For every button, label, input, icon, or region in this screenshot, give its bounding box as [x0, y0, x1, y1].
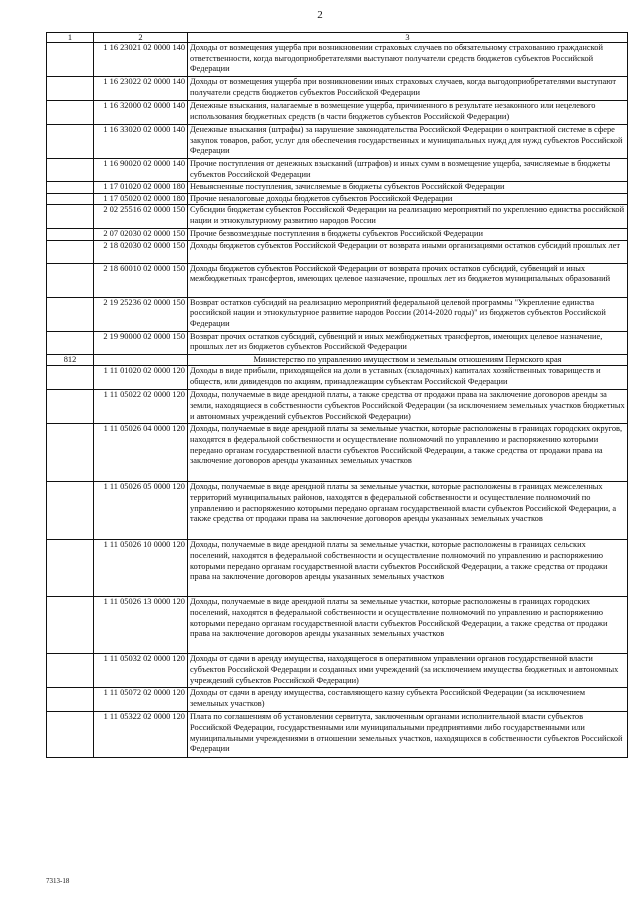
revenue-code-cell: 1 16 33020 02 0000 140: [94, 125, 188, 159]
table-row: [47, 193, 628, 205]
revenue-code-cell: 1 16 23022 02 0000 140: [94, 77, 188, 101]
table-row: [47, 390, 628, 424]
revenue-description-cell: Доходы от возмещения ущерба при возникновении страховых случаев по обязательному страхованию гражданской ответственности, когда выгодоприобретателями выступают получатели средств бюджетов субъектов Российской Федерации: [188, 43, 628, 77]
administrator-code-cell: 812: [47, 354, 94, 366]
administrator-code-cell: [47, 424, 94, 482]
table-row: [47, 263, 628, 297]
administrator-code-cell: [47, 193, 94, 205]
revenue-description-cell: Доходы от возмещения ущерба при возникновении иных страховых случаев, когда выгодоприобретателями выступают получатели средств бюджетов субъектов Российской Федерации: [188, 77, 628, 101]
revenue-codes-table: [46, 32, 628, 758]
administrator-code-cell: [47, 688, 94, 712]
revenue-code-cell: 1 16 32000 02 0000 140: [94, 101, 188, 125]
revenue-code-cell: 1 16 23021 02 0000 140: [94, 43, 188, 77]
administrator-code-cell: [47, 712, 94, 758]
administrator-code-cell: [47, 597, 94, 654]
table-row: [47, 712, 628, 758]
revenue-code-cell: 1 11 05322 02 0000 120: [94, 712, 188, 758]
revenue-description-cell: Плата по соглашениям об установлении сервитута, заключенным органами исполнительной власти субъектов Российской Федерации, государственными или муниципальными предприятиями либо государственными или муниципальными учреждениями в отношении земельных участков, находящихся в собственности субъектов Российской Федерации: [188, 712, 628, 758]
revenue-code-cell: 1 11 05072 02 0000 120: [94, 688, 188, 712]
administrator-code-cell: [47, 101, 94, 125]
table-row: [47, 43, 628, 77]
revenue-code-cell: 1 11 01020 02 0000 120: [94, 366, 188, 390]
revenue-code-cell: 1 17 01020 02 0000 180: [94, 182, 188, 194]
column-header: 3: [188, 33, 628, 43]
table-row: [47, 229, 628, 241]
revenue-code-cell: 1 11 05026 13 0000 120: [94, 597, 188, 654]
document-code: 7313-18: [46, 877, 70, 885]
table-row: [47, 297, 628, 331]
department-name-cell: Министерство по управлению имуществом и земельным отношениям Пермского края: [188, 354, 628, 366]
table-row: [47, 540, 628, 597]
revenue-code-cell: 2 18 60010 02 0000 150: [94, 263, 188, 297]
revenue-description-cell: Доходы, получаемые в виде арендной платы за земельные участки, которые расположены в границах городских округов, находятся в федеральной собственности и осуществление полномочий по управлению и распоряжению которыми передано органам государственной власти субъектов Российской Федерации, а также средства от продажи права на заключение договоров аренды указанных земельных участков: [188, 424, 628, 482]
table-row: [47, 101, 628, 125]
revenue-description-cell: Денежные взыскания, налагаемые в возмещение ущерба, причиненного в результате незаконного или нецелевого использования бюджетных средств (в части бюджетов субъектов Российской Федерации): [188, 101, 628, 125]
table-row: [47, 482, 628, 540]
revenue-description-cell: Прочие поступления от денежных взысканий (штрафов) и иных сумм в возмещение ущерба, зачисляемые в бюджеты субъектов Российской Федерации: [188, 159, 628, 182]
revenue-description-cell: Доходы бюджетов субъектов Российской Федерации от возврата прочих остатков субсидий, субвенций и иных межбюджетных трансфертов, имеющих целевое назначение, прошлых лет из бюджетов муниципальных образований: [188, 263, 628, 297]
revenue-code-cell: 1 11 05026 10 0000 120: [94, 540, 188, 597]
administrator-code-cell: [47, 297, 94, 331]
column-header: 1: [47, 33, 94, 43]
revenue-description-cell: Невыясненные поступления, зачисляемые в бюджеты субъектов Российской Федерации: [188, 182, 628, 194]
revenue-code-cell: 1 17 05020 02 0000 180: [94, 193, 188, 205]
revenue-code-cell: 2 18 02030 02 0000 150: [94, 240, 188, 263]
revenue-description-cell: Доходы от сдачи в аренду имущества, составляющего казну субъекта Российской Федерации (за исключением земельных участков): [188, 688, 628, 712]
table-header-row: [47, 33, 628, 43]
revenue-code-cell: 1 11 05032 02 0000 120: [94, 654, 188, 688]
table-row: [47, 424, 628, 482]
administrator-code-cell: [47, 263, 94, 297]
table-row: [47, 205, 628, 229]
administrator-code-cell: [47, 43, 94, 77]
table-row: [47, 77, 628, 101]
revenue-code-cell: 2 07 02030 02 0000 150: [94, 229, 188, 241]
revenue-code-cell: 1 11 05026 04 0000 120: [94, 424, 188, 482]
revenue-code-cell: 2 19 90000 02 0000 150: [94, 331, 188, 354]
revenue-description-cell: Денежные взыскания (штрафы) за нарушение законодательства Российской Федерации о контрактной системе в сфере закупок товаров, работ, услуг для обеспечения государственных и муниципальных нужд для нужд субъектов Российской Федерации: [188, 125, 628, 159]
table-row: [47, 125, 628, 159]
revenue-description-cell: Доходы бюджетов субъектов Российской Федерации от возврата иными организациями остатков субсидий прошлых лет: [188, 240, 628, 263]
revenue-description-cell: Доходы, получаемые в виде арендной платы, а также средства от продажи права на заключение договоров аренды за земли, находящиеся в собственности субъектов Российской Федерации (за исключением земельных участков бюджетных и автономных учреждений субъектов Российской Федерации): [188, 390, 628, 424]
table-row: [47, 654, 628, 688]
page-number: 2: [317, 9, 323, 21]
table-row: [47, 597, 628, 654]
column-header: 2: [94, 33, 188, 43]
revenue-description-cell: Возврат прочих остатков субсидий, субвенций и иных межбюджетных трансфертов, имеющих целевое назначение, прошлых лет из бюджетов субъектов Российской Федерации: [188, 331, 628, 354]
table-row: [47, 688, 628, 712]
revenue-code-cell: 2 19 25236 02 0000 150: [94, 297, 188, 331]
table-row: [47, 182, 628, 194]
department-row: [47, 354, 628, 366]
administrator-code-cell: [47, 159, 94, 182]
administrator-code-cell: [47, 482, 94, 540]
table-row: [47, 159, 628, 182]
administrator-code-cell: [47, 654, 94, 688]
administrator-code-cell: [47, 540, 94, 597]
revenue-code-cell: 1 16 90020 02 0000 140: [94, 159, 188, 182]
administrator-code-cell: [47, 229, 94, 241]
revenue-code-cell: [94, 354, 188, 366]
revenue-description-cell: Доходы, получаемые в виде арендной платы за земельные участки, которые расположены в границах городских поселений, находятся в федеральной собственности и осуществление полномочий по управлению и распоряжению которыми передано органам государственной власти субъектов Российской Федерации, а также средства от продажи права на заключение договоров аренды указанных земельных участков: [188, 597, 628, 654]
revenue-description-cell: Прочие неналоговые доходы бюджетов субъектов Российской Федерации: [188, 193, 628, 205]
administrator-code-cell: [47, 390, 94, 424]
administrator-code-cell: [47, 77, 94, 101]
administrator-code-cell: [47, 366, 94, 390]
revenue-code-cell: 2 02 25516 02 0000 150: [94, 205, 188, 229]
revenue-description-cell: Доходы от сдачи в аренду имущества, находящегося в оперативном управлении органов государственной власти субъектов Российской Федерации и созданных ими учреждений (за исключением имущества бюджетных и автономных учреждений субъектов Российской Федерации): [188, 654, 628, 688]
revenue-description-cell: Доходы, получаемые в виде арендной платы за земельные участки, которые расположены в границах межселенных территорий муниципальных районов, находятся в федеральной собственности и осуществление полномочий по управлению и распоряжению которыми передано органам государственной власти субъектов Российской Федерации, а также средства от продажи права на заключение договоров аренды указанных земельных участков: [188, 482, 628, 540]
administrator-code-cell: [47, 331, 94, 354]
administrator-code-cell: [47, 125, 94, 159]
revenue-description-cell: Субсидии бюджетам субъектов Российской Федерации на реализацию мероприятий по укреплению единства российской нации и этнокультурному развитию народов России: [188, 205, 628, 229]
revenue-code-cell: 1 11 05022 02 0000 120: [94, 390, 188, 424]
administrator-code-cell: [47, 182, 94, 194]
table-row: [47, 366, 628, 390]
revenue-code-cell: 1 11 05026 05 0000 120: [94, 482, 188, 540]
revenue-description-cell: Прочие безвозмездные поступления в бюджеты субъектов Российской Федерации: [188, 229, 628, 241]
administrator-code-cell: [47, 205, 94, 229]
table-row: [47, 331, 628, 354]
revenue-description-cell: Возврат остатков субсидий на реализацию мероприятий федеральной целевой программы "Укрепление единства российской нации и этнокультурное развитие народов России (2014-2020 годы)" из бюджетов субъектов Российской Федерации: [188, 297, 628, 331]
table-row: [47, 240, 628, 263]
revenue-description-cell: Доходы в виде прибыли, приходящейся на доли в уставных (складочных) капиталах хозяйственных товариществ и обществ, или дивидендов по акциям, принадлежащим субъектам Российской Федерации: [188, 366, 628, 390]
revenue-description-cell: Доходы, получаемые в виде арендной платы за земельные участки, которые расположены в границах сельских поселений, находятся в федеральной собственности и осуществление полномочий по управлению и распоряжению которыми передано органам государственной власти субъектов Российской Федерации, а также средства от продажи права на заключение договоров аренды указанных земельных участков: [188, 540, 628, 597]
administrator-code-cell: [47, 240, 94, 263]
